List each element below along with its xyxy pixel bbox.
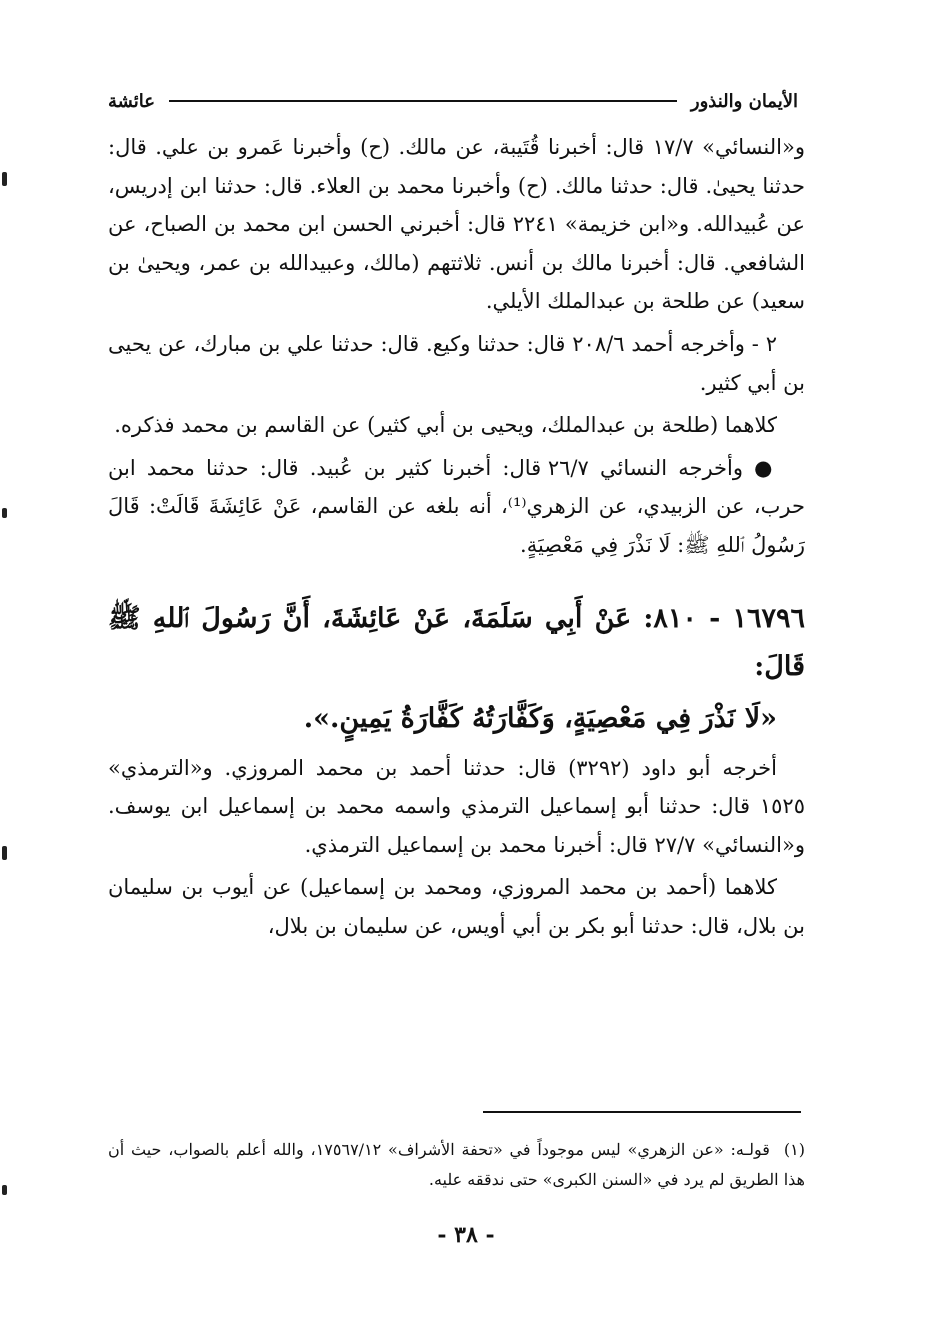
body-text <box>108 128 805 946</box>
margin-mark <box>2 846 7 860</box>
page-number: - ٣٨ - <box>437 1222 495 1248</box>
running-header <box>108 84 798 118</box>
footnote-number: (١) <box>783 1140 806 1159</box>
hadith-quote: «لَا نَذْرَ فِي مَعْصِيَةٍ، وَكَفَّارَتُهُ كَفَّارَةُ يَمِينٍ.». <box>303 702 777 734</box>
header-chapter-title: الأيمان والنذور <box>690 90 798 112</box>
paragraph: كلاهما (أحمد بن محمد المروزي، ومحمد بن إسماعيل) عن أيوب بن سليمان بن بلال، قال: حدثنا أبو بكر بن أبي أويس، عن سليمان بن بلال، <box>108 875 805 938</box>
margin-mark <box>2 1185 7 1195</box>
footnote-rule <box>483 1111 801 1113</box>
hadith-intro: ١٦٧٩٦ - ٨١٠: عَنْ أَبِي سَلَمَةَ، عَنْ عَائِشَةَ، أَنَّ رَسُولَ ٱللهِ ﷺ قَالَ: <box>108 602 805 682</box>
margin-mark <box>2 172 7 186</box>
paragraph: ٢ - وأخرجه أحمد ٢٠٨/٦ قال: حدثنا وكيع. قال: حدثنا علي بن مبارك، عن يحيى بن أبي كثير. <box>108 331 805 395</box>
footnote <box>108 1135 805 1195</box>
paragraph: أخرجه أبو داود (٣٢٩٢) قال: حدثنا أحمد بن محمد المروزي. و«الترمذي» ١٥٢٥ قال: حدثنا أبو إسماعيل الترمذي واسمه محمد بن إسماعيل ابن يوسف. و«النسائي» ٢٧/٧ قال: أخبرنا محمد بن إسماعيل الترمذي. <box>108 755 805 857</box>
paragraph: كلاهما (طلحة بن عبدالملك، ويحيى بن أبي كثير) عن القاسم بن محمد فذكره. <box>114 413 777 438</box>
header-rule <box>169 100 677 102</box>
margin-mark <box>2 508 7 518</box>
hadith-block <box>108 595 805 743</box>
paragraph: و«النسائي» ١٧/٧ قال: أخبرنا قُتَيبة، عن مالك. (ح) وأخبرنا عَمرو بن علي. قال: حدثنا يحيىٰ. قال: حدثنا مالك. (ح) وأخبرنا محمد بن العلاء. قال: حدثنا ابن إدريس، عن عُبيدالله. و«ابن خزيمة» ٢٢٤١ قال: أخبرني الحسن ابن محمد بن الصباح، عن الشافعي. قال: أخبرنا مالك بن أنس. ثلاثتهم (مالك، وعبيدالله بن عمر، ويحيىٰ بن سعيد) عن طلحة بن عبدالملك الأيلي. <box>108 135 805 314</box>
paragraph: ● وأخرجه النسائي ٢٦/٧ قال: أخبرنا كثير بن عُبيد. قال: حدثنا محمد ابن حرب، عن الزبيدي، عن الزهري⁽¹⁾، أنه بلغه عن القاسم، عَنْ عَائِشَةَ قَالَتْ: قَالَ رَسُولُ ٱللهِ ﷺ: لَا نَذْرَ فِي مَعْصِيَةٍ. <box>108 455 805 557</box>
footnote-text: قولـه: «عن الزهري» ليس موجوداً في «تحفة الأشراف» ١٧٥٦٧/١٢، والله أعلم بالصواب، حيث أن هذا الطريق لم يرد في «السنن الكبرى» حتى ندققه عليه. <box>108 1140 805 1189</box>
header-section-title: عائشة <box>108 90 155 112</box>
